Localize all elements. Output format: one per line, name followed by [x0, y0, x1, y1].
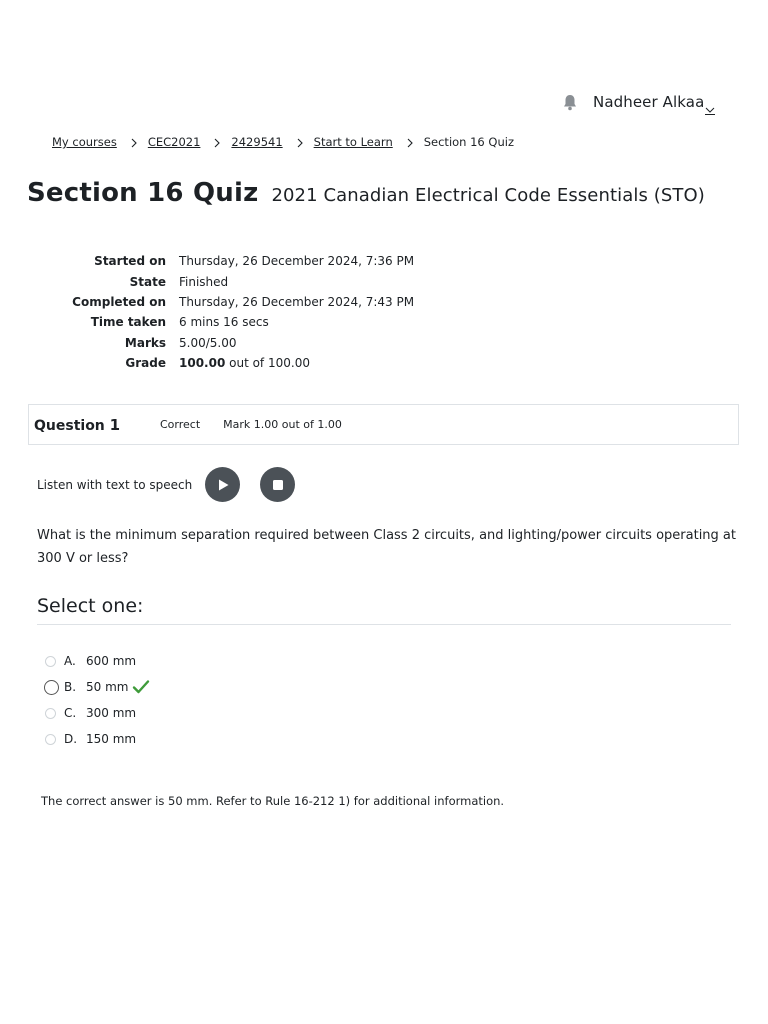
course-title: 2021 Canadian Electrical Code Essentials (STO) — [271, 185, 705, 206]
answer-text: 50 mm — [86, 680, 129, 694]
answer-text: 150 mm — [86, 732, 137, 746]
question-info — [28, 404, 739, 445]
question-grade: Mark 1.00 out of 1.00 — [223, 418, 342, 431]
stop-button[interactable] — [260, 467, 295, 502]
summary-label: State — [129, 274, 166, 289]
chevron-right-icon — [403, 137, 417, 147]
question-label: Question — [34, 417, 105, 434]
summary-value: Thursday, 26 December 2024, 7:36 PM — [179, 254, 415, 269]
summary-row-grade — [30, 353, 414, 373]
answer-letter: D. — [64, 732, 78, 746]
chevron-right-icon — [293, 137, 307, 147]
page-header — [27, 178, 705, 208]
checkmark-icon — [132, 679, 150, 695]
breadcrumb-course-id[interactable]: 2429541 — [231, 135, 283, 149]
radio-button-selected[interactable] — [44, 680, 59, 695]
breadcrumb — [52, 135, 514, 149]
answer-option-b[interactable] — [44, 674, 150, 700]
summary-row-state — [30, 271, 414, 291]
chevron-right-icon — [210, 137, 224, 147]
text-to-speech — [37, 467, 315, 502]
answer-letter: B. — [64, 680, 77, 694]
breadcrumb-section[interactable]: Start to Learn — [313, 135, 393, 149]
radio-button[interactable] — [45, 734, 56, 745]
summary-value: 5.00/5.00 — [179, 335, 237, 350]
question-number — [34, 416, 160, 434]
play-icon — [216, 478, 230, 492]
user-menu[interactable] — [560, 92, 715, 112]
tts-label: Listen with text to speech — [37, 477, 193, 492]
summary-label: Time taken — [90, 315, 166, 330]
stop-icon — [272, 479, 284, 491]
radio-button[interactable] — [45, 656, 56, 667]
answer-letter: A. — [64, 654, 76, 668]
radio-button[interactable] — [45, 708, 56, 719]
summary-row-marks — [30, 333, 414, 353]
summary-label: Marks — [124, 335, 166, 350]
answer-text: 600 mm — [86, 654, 137, 668]
grade-total: out of 100.00 — [225, 356, 310, 371]
answer-prompt: Select one: — [37, 595, 731, 625]
play-button[interactable] — [205, 467, 240, 502]
chevron-down-icon[interactable] — [705, 100, 715, 110]
attempt-summary-table — [30, 251, 414, 373]
answer-feedback: The correct answer is 50 mm. Refer to Rule 16-212 1) for additional information. — [41, 794, 505, 808]
grade-score: 100.00 — [179, 356, 226, 371]
summary-value: Finished — [179, 274, 229, 289]
breadcrumb-my-courses[interactable]: My courses — [52, 135, 117, 149]
breadcrumb-course[interactable]: CEC2021 — [147, 135, 201, 149]
breadcrumb-current: Section 16 Quiz — [423, 135, 514, 149]
question-state: Correct — [160, 418, 201, 431]
summary-value: 6 mins 16 secs — [179, 315, 269, 330]
summary-row-started — [30, 251, 414, 271]
user-name[interactable]: Nadheer Alkaa — [593, 93, 705, 111]
page-title: Section 16 Quiz — [27, 178, 259, 208]
bell-icon[interactable] — [560, 92, 580, 112]
answer-text: 300 mm — [86, 706, 137, 720]
summary-label: Grade — [125, 356, 166, 371]
summary-row-completed — [30, 292, 414, 312]
answer-letter: C. — [64, 706, 77, 720]
answer-option-c[interactable] — [44, 700, 150, 726]
summary-value — [179, 353, 414, 373]
summary-row-time — [30, 312, 414, 332]
summary-label: Started on — [94, 254, 166, 269]
question-text: What is the minimum separation required between Class 2 circuits, and lighting/power circuits operating at 300 V or less? — [37, 528, 736, 566]
summary-label: Completed on — [72, 294, 166, 309]
answer-options — [44, 648, 150, 752]
question-number-value: 1 — [109, 415, 121, 434]
summary-value: Thursday, 26 December 2024, 7:43 PM — [179, 294, 415, 309]
answer-option-a[interactable] — [44, 648, 150, 674]
chevron-right-icon — [127, 137, 141, 147]
answer-option-d[interactable] — [44, 726, 150, 752]
